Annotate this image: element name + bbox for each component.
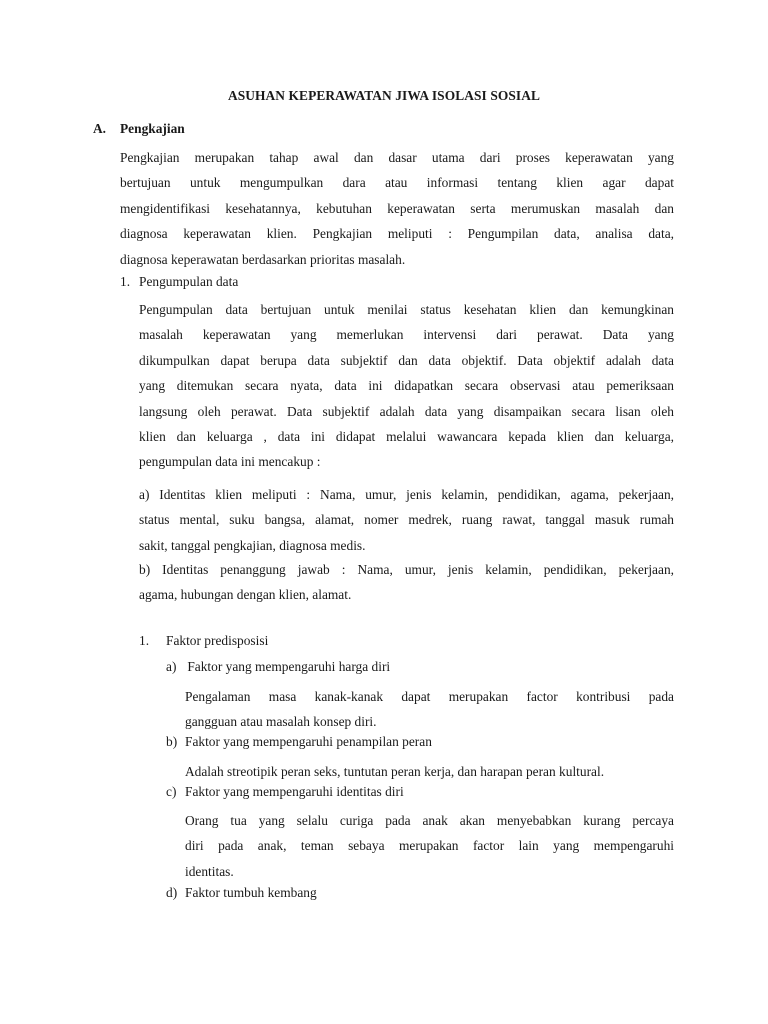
paragraph-line: diagnosa keperawatan klien. Pengkajian meliputi : Pengumpilan data, analisa data,: [120, 226, 674, 242]
sub-c-marker: c): [166, 784, 177, 799]
paragraph-line: bertujuan untuk mengumpulkan dara atau informasi tentang klien agar dapat: [120, 175, 674, 191]
paragraph-line: Pengumpulan data bertujuan untuk menilai status kesehatan klien dan kemungkinan: [139, 302, 674, 317]
sub-a-heading: Faktor yang mempengaruhi harga diri: [184, 659, 391, 674]
paragraph-line: agama, hubungan dengan klien, alamat.: [139, 587, 352, 603]
paragraph-line: a) Identitas klien meliputi : Nama, umur, jenis kelamin, pendidikan, agama, pekerjaan,: [139, 487, 674, 502]
item-2-heading: Faktor predisposisi: [166, 633, 269, 648]
sub-c-heading: Faktor yang mempengaruhi identitas diri: [185, 784, 404, 799]
sub-a-paragraph: [185, 684, 674, 735]
paragraph-line: langsung oleh perawat. Data subjektif adalah data yang disampaikan secara lisan oleh: [139, 403, 674, 419]
paragraph-line: Orang tua yang selalu curiga pada anak akan menyebabkan kurang percaya: [185, 813, 674, 828]
sub-b-marker: b): [166, 734, 178, 749]
sub-b-heading: Faktor yang mempengaruhi penampilan peran: [185, 734, 432, 749]
sub-d-heading: Faktor tumbuh kembang: [185, 885, 317, 900]
section-a-paragraph: [120, 145, 674, 272]
paragraph-line: Pengalaman masa kanak-kanak dapat merupakan factor kontribusi pada: [185, 689, 674, 704]
item-2-marker: 1.: [139, 633, 150, 648]
paragraph-line: pengumpulan data ini mencakup :: [139, 454, 321, 470]
section-a-heading: Pengkajian: [120, 121, 185, 136]
item-1-paragraph: [139, 297, 674, 475]
item-1-marker: 1.: [120, 274, 131, 289]
paragraph-line: sakit, tanggal pengkajian, diagnosa medis.: [139, 537, 366, 553]
paragraph-line: yang ditemukan secara nyata, data ini didapatkan secara observasi atau pemeriksaan: [139, 378, 674, 394]
document-title: ASUHAN KEPERAWATAN JIWA ISOLASI SOSIAL: [227, 88, 541, 103]
sub-c-paragraph: [185, 808, 674, 884]
paragraph-line: diagnosa keperawatan berdasarkan prioritas masalah.: [120, 251, 406, 267]
paragraph-line: status mental, suku bangsa, alamat, nomer medrek, ruang rawat, tanggal masuk rumah: [139, 512, 674, 528]
paragraph-line: b) Identitas penanggung jawab : Nama, umur, jenis kelamin, pendidikan, pekerjaan,: [139, 562, 674, 577]
identity-guardian-paragraph: [139, 557, 674, 608]
paragraph-line: Pengkajian merupakan tahap awal dan dasar utama dari proses keperawatan yang: [120, 150, 674, 165]
sub-a-marker: a): [166, 659, 177, 674]
paragraph-line: Adalah streotipik peran seks, tuntutan peran kerja, dan harapan peran kultural.: [185, 764, 605, 779]
paragraph-line: identitas.: [185, 863, 234, 879]
paragraph-line: masalah keperawatan yang memerlukan intervensi dari perawat. Data yang: [139, 327, 674, 343]
paragraph-line: dikumpulkan dapat berupa data subjektif dan data objektif. Data objektif adalah data: [139, 352, 674, 368]
sub-b-paragraph: [185, 759, 674, 784]
paragraph-line: klien dan keluarga , data ini didapat melalui wawancara kepada klien dan keluarga,: [139, 428, 674, 444]
paragraph-line: mengidentifikasi kesehatannya, kebutuhan keperawatan serta merumuskan masalah dan: [120, 200, 674, 216]
identity-client-paragraph: [139, 482, 674, 558]
paragraph-line: gangguan atau masalah konsep diri.: [185, 714, 377, 730]
paragraph-line: diri pada anak, teman sebaya merupakan factor lain yang mempengaruhi: [185, 838, 674, 854]
item-1-heading: Pengumpulan data: [139, 274, 239, 289]
sub-d-marker: d): [166, 885, 178, 900]
section-a-marker: A.: [93, 121, 107, 136]
